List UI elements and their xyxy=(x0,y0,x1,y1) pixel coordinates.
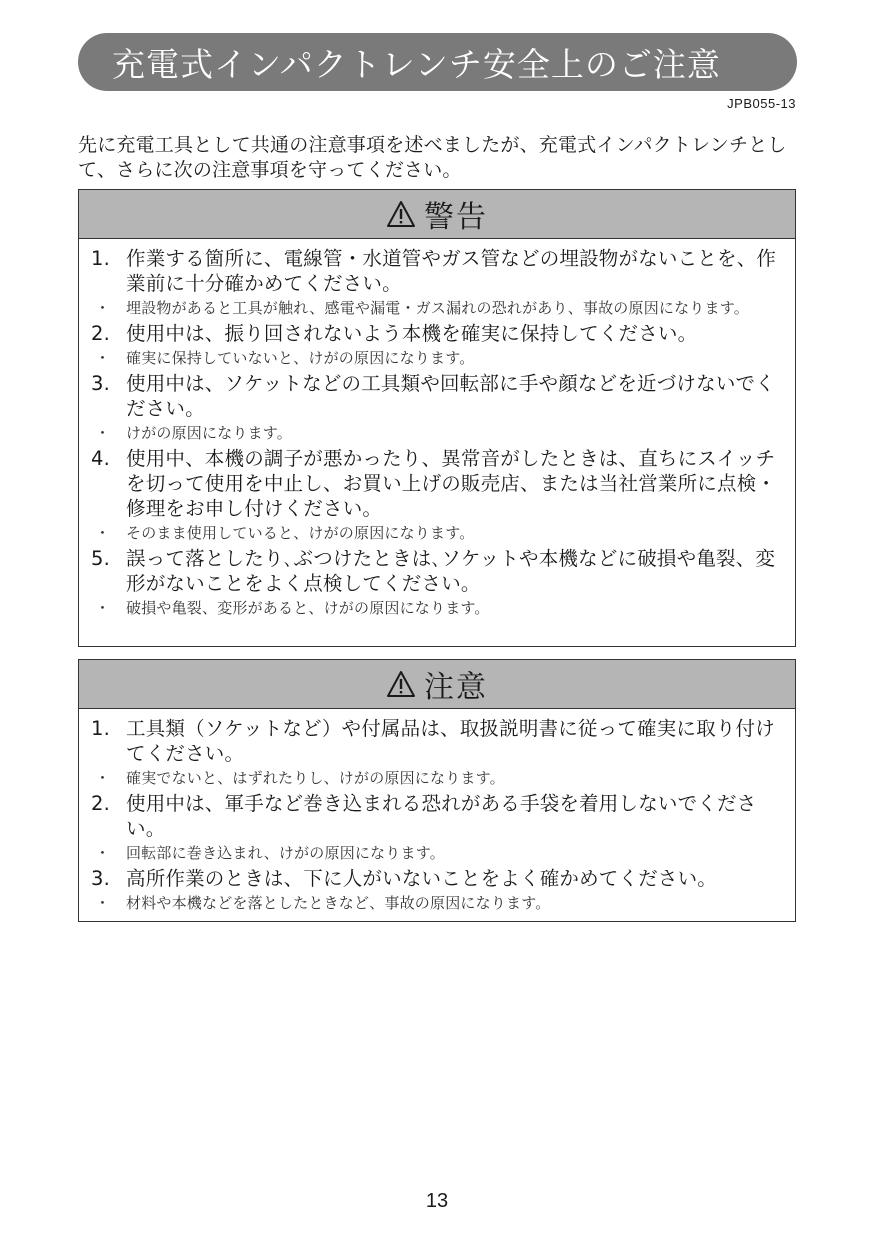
item-number: 3. xyxy=(91,867,111,890)
item-note xyxy=(91,842,785,864)
item-text: 作業する箇所に、電線管・水道管やガス管などの埋設物がないことを、作業前に十分確かめてください。 xyxy=(126,247,777,295)
item-note xyxy=(91,767,785,789)
note-bullet: ・ xyxy=(95,524,111,542)
warning-label: 警告 xyxy=(424,200,488,235)
item-text: 使用中は、ソケットなどの工具類や回転部に手や顔などを近づけないでください。 xyxy=(126,372,775,420)
note-text: 破損や亀裂、変形があると、けがの原因になります。 xyxy=(126,599,490,617)
item-number: 2. xyxy=(91,792,111,815)
item-number: 4. xyxy=(91,447,111,470)
warning-list xyxy=(79,239,795,619)
page-number: 13 xyxy=(425,1190,449,1212)
caution-label: 注意 xyxy=(424,670,488,705)
note-text: 確実でないと、はずれたりし、けがの原因になります。 xyxy=(126,769,505,787)
item-text: 高所作業のときは、下に人がいないことをよく確かめてください。 xyxy=(126,867,718,890)
list-item xyxy=(91,546,785,596)
note-bullet: ・ xyxy=(95,349,111,367)
item-number: 2. xyxy=(91,322,111,345)
page-title: 充電式インパクトレンチ安全上のご注意 xyxy=(112,44,721,84)
note-text: 材料や本機などを落としたときなど、事故の原因になります。 xyxy=(126,894,551,912)
list-item xyxy=(91,371,785,421)
note-text: けがの原因になります。 xyxy=(126,424,293,442)
item-note xyxy=(91,422,785,444)
warning-box xyxy=(78,189,796,647)
list-item xyxy=(91,866,785,891)
note-bullet: ・ xyxy=(95,769,111,787)
note-text: 回転部に巻き込まれ、けがの原因になります。 xyxy=(126,844,445,862)
item-text: 使用中は、振り回されないよう本機を確実に保持してください。 xyxy=(126,322,698,345)
item-number: 1. xyxy=(91,247,111,270)
title-banner xyxy=(78,33,797,91)
note-text: 確実に保持していないと、けがの原因になります。 xyxy=(126,349,475,367)
note-text: 埋設物があると工具が触れ、感電や漏電・ガス漏れの恐れがあり、事故の原因になります。 xyxy=(126,299,749,317)
document-code: JPB055-13 xyxy=(727,96,796,111)
item-note xyxy=(91,597,785,619)
item-text: 誤って落としたり､ぶつけたときは､ソケットや本機などに破損や亀裂、変形がないことをよく点検してください。 xyxy=(126,547,776,595)
note-bullet: ・ xyxy=(95,299,111,317)
note-bullet: ・ xyxy=(95,599,111,617)
item-text: 使用中は、軍手など巻き込まれる恐れがある手袋を着用しないでください。 xyxy=(126,792,757,840)
item-note xyxy=(91,522,785,544)
note-bullet: ・ xyxy=(95,894,111,912)
note-bullet: ・ xyxy=(95,844,111,862)
note-text: そのまま使用していると、けがの原因になります。 xyxy=(126,524,475,542)
item-number: 3. xyxy=(91,372,111,395)
note-bullet: ・ xyxy=(95,424,111,442)
warning-header xyxy=(79,190,795,239)
item-text: 工具類（ソケットなど）や付属品は、取扱説明書に従って確実に取り付けてください。 xyxy=(126,717,775,765)
caution-list xyxy=(79,709,795,914)
caution-box xyxy=(78,659,796,922)
list-item xyxy=(91,791,785,841)
warning-triangle-icon xyxy=(386,200,416,228)
item-note xyxy=(91,297,785,319)
list-item xyxy=(91,446,785,521)
list-item xyxy=(91,246,785,296)
item-number: 5. xyxy=(91,547,111,570)
item-note xyxy=(91,347,785,369)
list-item xyxy=(91,321,785,346)
caution-header xyxy=(79,660,795,709)
caution-triangle-icon xyxy=(386,670,416,698)
item-number: 1. xyxy=(91,717,111,740)
list-item xyxy=(91,716,785,766)
item-note xyxy=(91,892,785,914)
item-text: 使用中、本機の調子が悪かったり、異常音がしたときは、直ちにスイッチを切って使用を中止し、お買い上げの販売店、または当社営業所に点検・修理をお申し付けください。 xyxy=(126,447,777,520)
intro-paragraph: 先に充電工具として共通の注意事項を述べましたが、充電式インパクトレンチとして、さらに次の注意事項を守ってください。 xyxy=(78,134,787,181)
